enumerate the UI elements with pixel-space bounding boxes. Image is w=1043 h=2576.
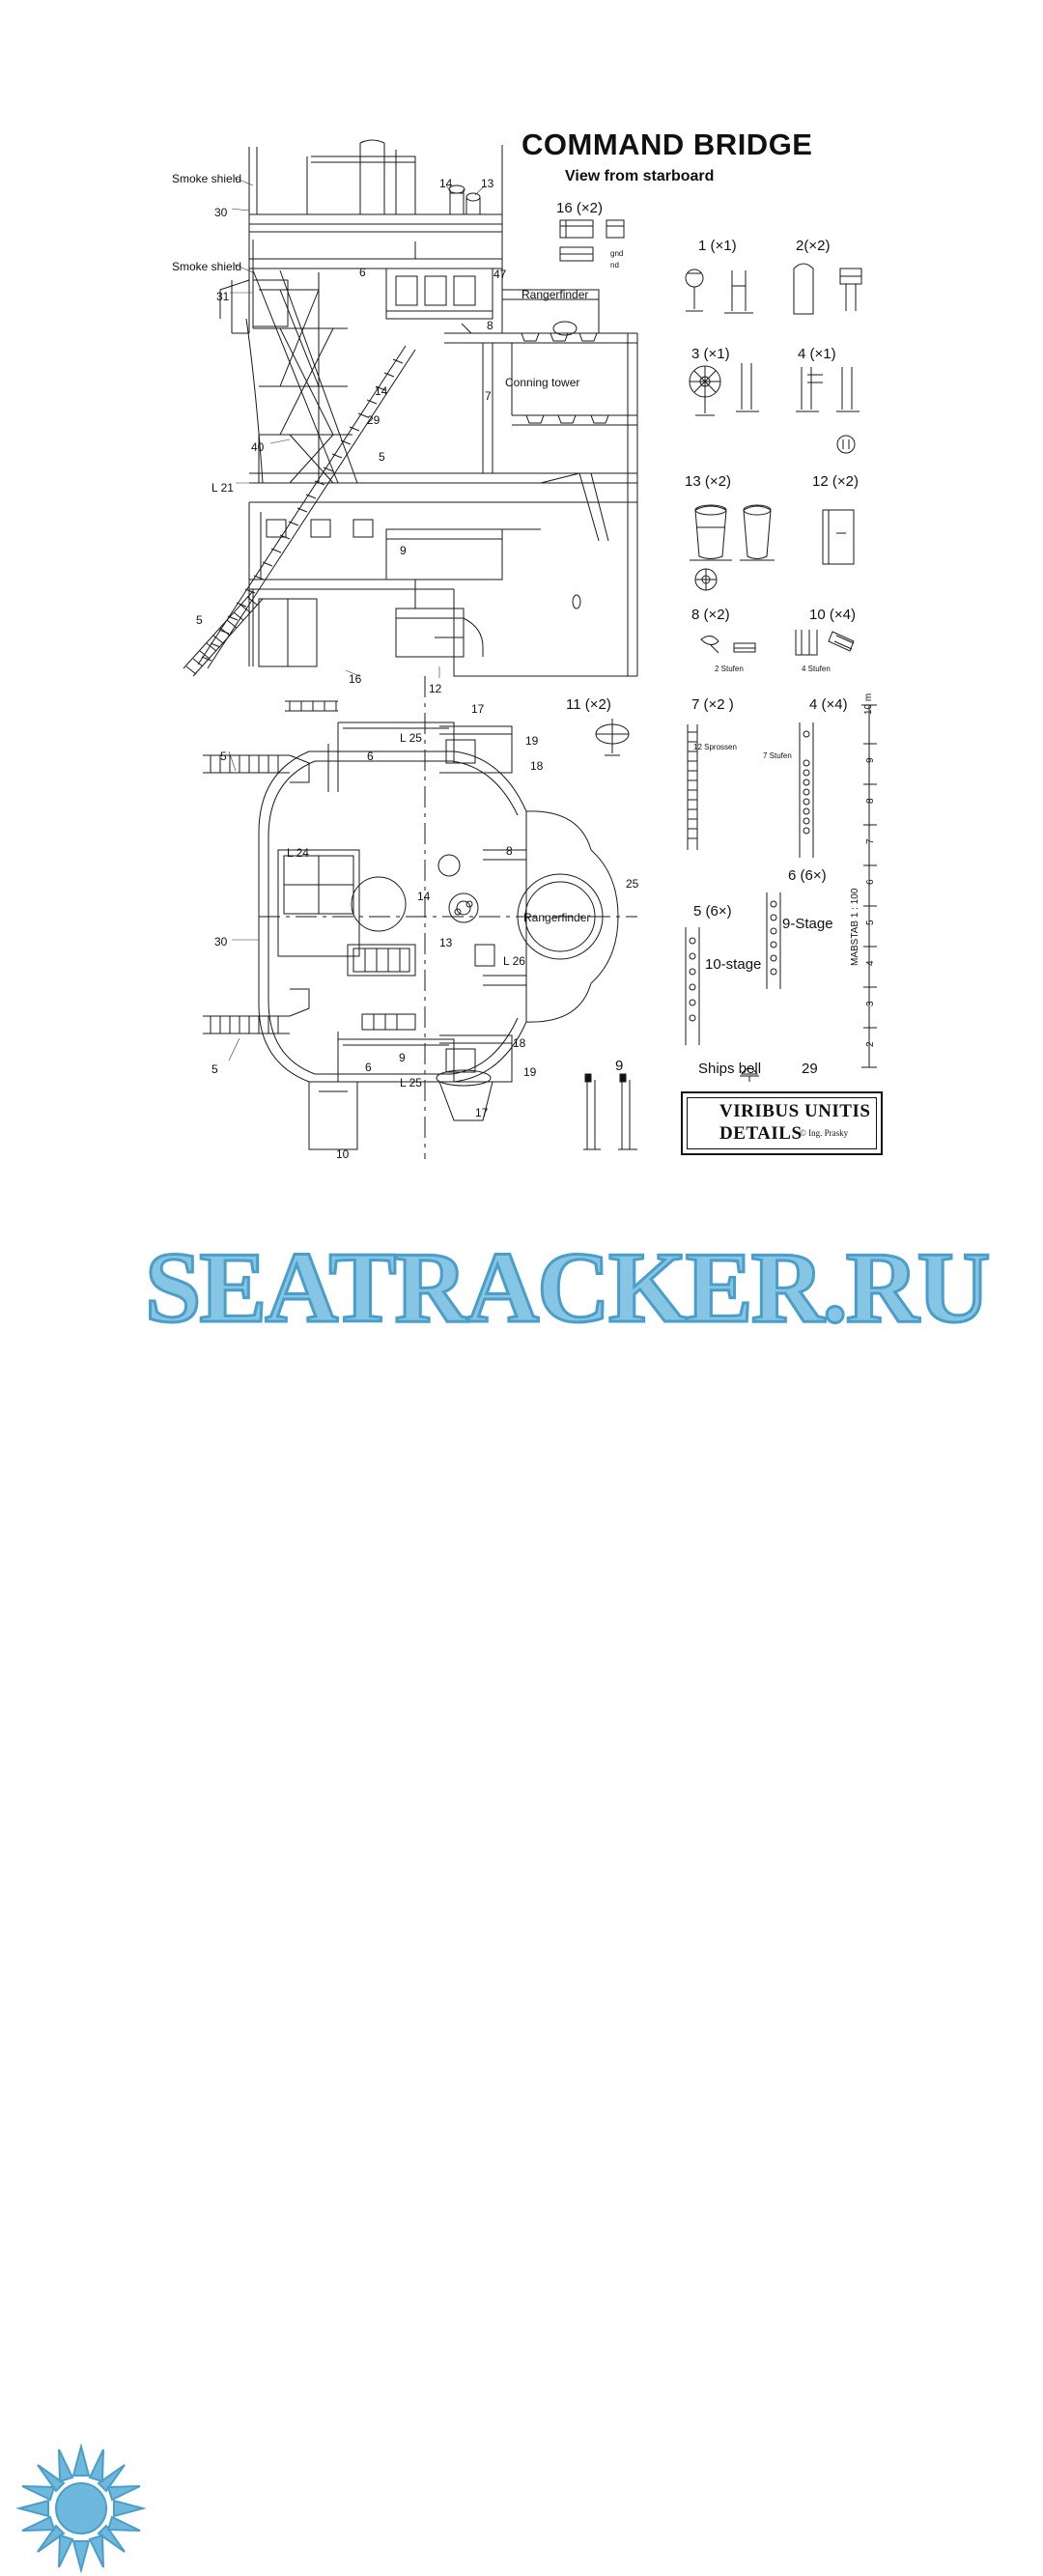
- callout-label: 10: [336, 1147, 350, 1161]
- callout-label: 9: [400, 544, 407, 557]
- callout-label: 13: [439, 936, 453, 949]
- part-note: 12 Sprossen: [693, 743, 737, 751]
- callout-label: Rangerfinder: [522, 288, 589, 301]
- part-note: Ships bell: [698, 1061, 762, 1077]
- part-header: 12 (×2): [812, 473, 859, 490]
- callout-label: 18: [530, 759, 544, 773]
- callout-label: 29: [367, 413, 381, 427]
- callout-label: 30: [214, 935, 228, 948]
- part-note: 2 Stufen: [715, 665, 744, 673]
- scale-tick: 4: [865, 960, 876, 966]
- callout-label: 5: [211, 1062, 218, 1076]
- title-block-line2: DETAILS: [719, 1123, 803, 1144]
- title-block-credit: © Ing. Prasky: [800, 1128, 849, 1138]
- callout-label: 14: [417, 890, 431, 903]
- page-subtitle: View from starboard: [565, 168, 715, 184]
- callout-label: 5: [220, 750, 227, 763]
- callout-label: 31: [216, 290, 230, 303]
- part-header: 3 (×1): [691, 346, 730, 362]
- callout-label: 17: [471, 702, 485, 716]
- callout-label: 6: [359, 266, 366, 279]
- callout-label: 17: [475, 1106, 489, 1119]
- callout-label: Smoke shield: [172, 172, 242, 185]
- callout-label: L 21: [211, 481, 234, 495]
- callout-label: 25: [626, 877, 639, 891]
- callout-label: 14: [375, 384, 388, 398]
- callout-label: 5: [379, 450, 385, 464]
- scale-tick: 6: [865, 879, 876, 885]
- callout-label: 18: [513, 1036, 526, 1050]
- part-header: 5 (6×): [693, 903, 732, 920]
- callout-label: 5: [196, 613, 203, 627]
- part-note: 7 Stufen: [763, 751, 792, 760]
- callout-label: L 25: [400, 731, 422, 745]
- page-title: COMMAND BRIDGE: [522, 127, 813, 161]
- part-note: nd: [610, 261, 619, 269]
- title-block-line1: VIRIBUS UNITIS: [719, 1101, 871, 1121]
- watermark-text: SEATRACKER.RU: [145, 1231, 989, 1344]
- part-header: 4 (×4): [809, 696, 848, 713]
- callout-label: 14: [439, 177, 453, 190]
- part-note: 4 Stufen: [802, 665, 831, 673]
- part-header: 1 (×1): [698, 238, 737, 254]
- part-header: 4 (×1): [798, 346, 836, 362]
- callout-label: 30: [214, 206, 228, 219]
- callout-label: 47: [493, 268, 507, 281]
- part-note: 10-stage: [705, 956, 762, 973]
- callout-label: Rangerfinder: [523, 911, 591, 924]
- scale-tick: 3: [865, 1001, 876, 1006]
- callout-label: 6: [365, 1061, 372, 1074]
- scale-tick: 5: [865, 920, 876, 925]
- callout-label: Conning tower: [505, 376, 580, 389]
- callout-label: L 24: [287, 846, 309, 860]
- part-header: 2(×2): [796, 238, 831, 254]
- callout-label: 9: [399, 1051, 406, 1064]
- callout-label: 19: [525, 734, 539, 748]
- part-header: 11 (×2): [566, 696, 611, 713]
- part-note: gnd: [610, 249, 624, 258]
- callout-label: 16: [349, 672, 362, 686]
- scale-unit-label: 10 m: [863, 693, 874, 715]
- scale-tick: 2: [865, 1041, 876, 1047]
- callout-label: L 26: [503, 954, 525, 968]
- part-header: 9: [615, 1058, 624, 1074]
- scale-tick: 9: [865, 757, 876, 763]
- part-header: 10 (×4): [809, 607, 856, 623]
- scale-tick: 7: [865, 838, 876, 844]
- callout-label: Smoke shield: [172, 260, 242, 273]
- callout-label: 7: [485, 389, 492, 403]
- callout-label: 8: [487, 319, 493, 332]
- part-note: 9-Stage: [782, 916, 833, 932]
- sun-burst-icon: [14, 2441, 149, 2576]
- scale-note: MABSTAB 1 : 100: [850, 888, 860, 966]
- part-header: 13 (×2): [685, 473, 731, 490]
- part-header: 7 (×2 ): [691, 696, 734, 713]
- part-note: 29: [802, 1061, 818, 1077]
- callout-label: 19: [523, 1065, 537, 1079]
- callout-label: 8: [506, 844, 513, 858]
- scale-tick: 8: [865, 798, 876, 804]
- callout-label: 13: [481, 177, 494, 190]
- part-header: 6 (6×): [788, 867, 827, 884]
- part-header: 16 (×2): [556, 200, 603, 216]
- part-header: 8 (×2): [691, 607, 730, 623]
- callout-label: 12: [429, 682, 442, 695]
- callout-label: L 25: [400, 1076, 422, 1090]
- callout-label: 6: [367, 750, 374, 763]
- callout-label: 40: [251, 440, 265, 454]
